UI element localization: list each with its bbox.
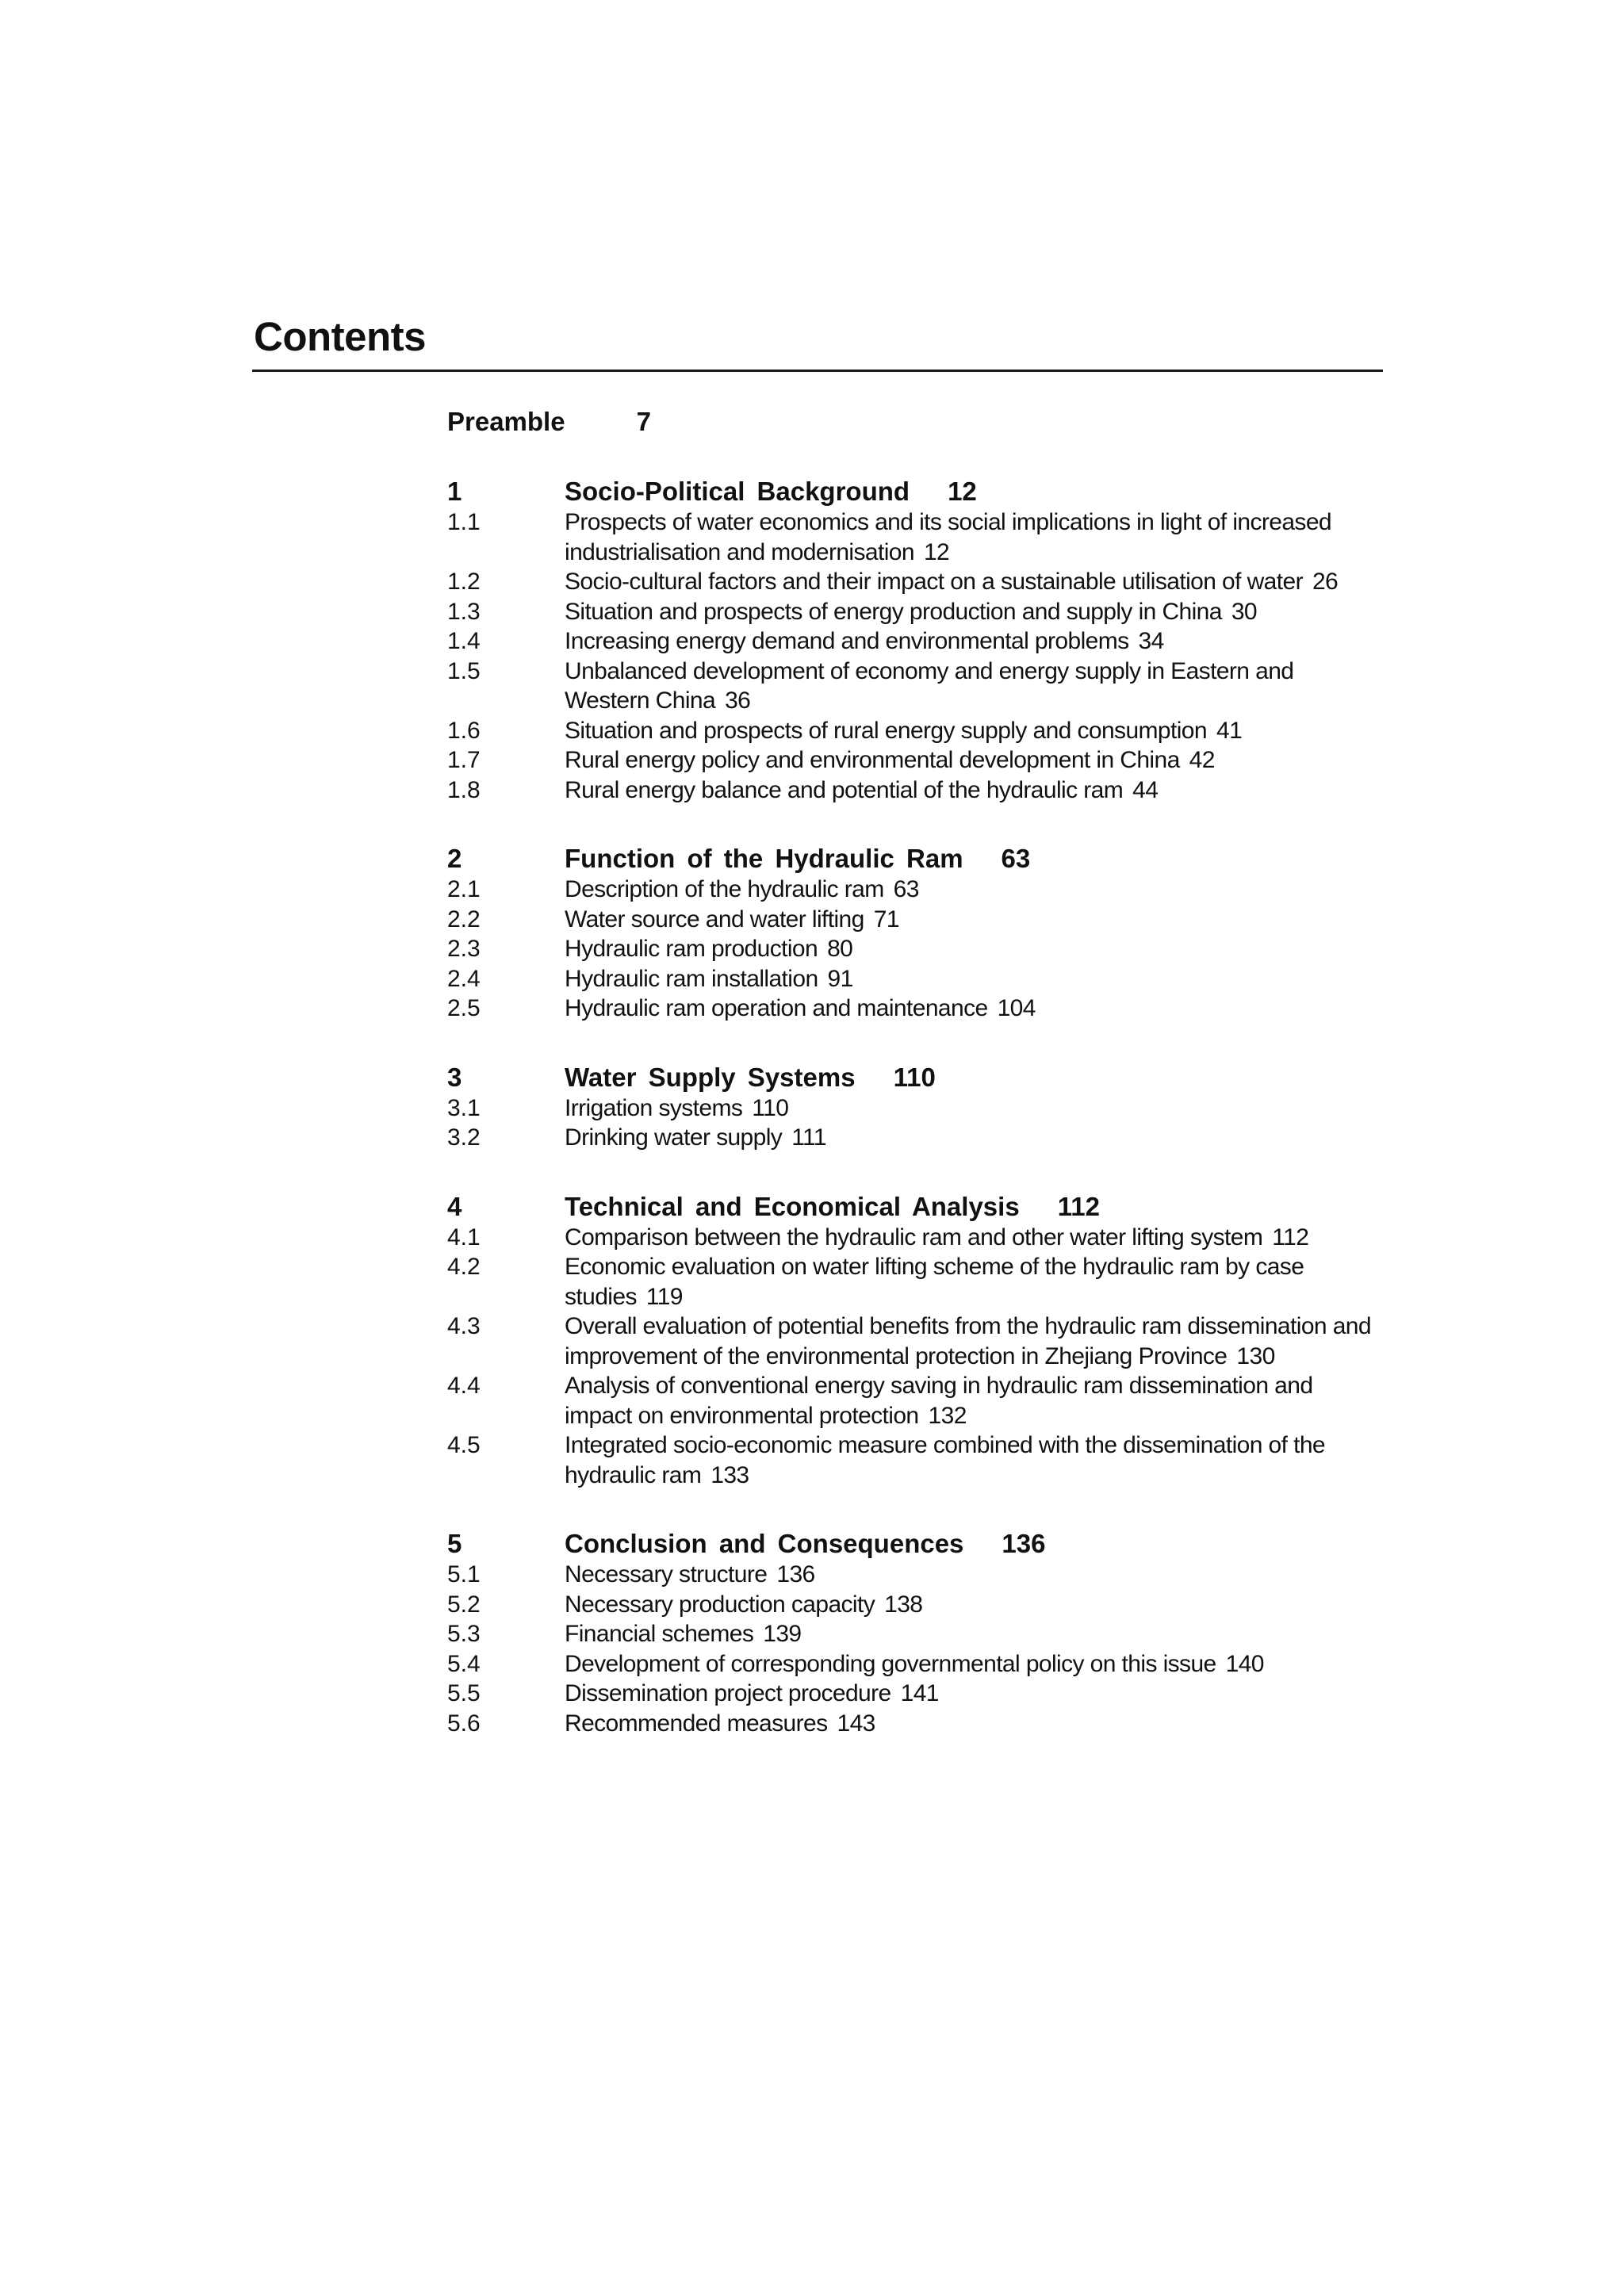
section-number: 1.3 [447, 598, 481, 625]
section-title: Description of the hydraulic ram [565, 876, 884, 902]
preamble-entry [447, 406, 1385, 438]
section-page: 138 [884, 1591, 923, 1618]
chapter-heading [447, 476, 1385, 507]
section-title: Situation and prospects of rural energy supply and consumption [565, 717, 1207, 744]
toc-entry [447, 1560, 1385, 1590]
section-number: 1.1 [447, 509, 481, 535]
section-text-block [565, 1312, 1385, 1371]
section-text-block [565, 1679, 1385, 1709]
toc-entry [447, 934, 1385, 964]
section-number: 1.2 [447, 569, 481, 595]
chapter-heading [447, 1528, 1385, 1560]
section-page: 42 [1189, 747, 1215, 773]
preamble-label: Preamble [447, 407, 565, 436]
chapter-title: Water Supply Systems [565, 1062, 856, 1092]
section-text-block [565, 567, 1385, 597]
section-number: 4.4 [447, 1373, 481, 1399]
section-title: Integrated socio-economic measure combined with the dissemination of the hydraulic ram [565, 1432, 1326, 1488]
page-title: Contents [254, 314, 426, 359]
chapter-page: 110 [893, 1062, 936, 1092]
section-page: 140 [1225, 1650, 1264, 1677]
section-number: 2.1 [447, 876, 481, 902]
chapter-3 [447, 1062, 1385, 1153]
chapter-title: Technical and Economical Analysis [565, 1191, 1020, 1221]
section-title: Unbalanced development of economy and energy supply in Eastern and Western China [565, 657, 1294, 714]
toc-entry [447, 776, 1385, 806]
toc-entry [447, 1649, 1385, 1679]
chapter-2 [447, 843, 1385, 1024]
section-text-block [565, 934, 1385, 964]
section-number: 1.5 [447, 657, 481, 684]
section-text-block [565, 626, 1385, 657]
section-title: Drinking water supply [565, 1124, 783, 1151]
section-number: 2.2 [447, 906, 481, 933]
section-text-block [565, 1590, 1385, 1620]
section-text-block [565, 597, 1385, 627]
section-title: Necessary structure [565, 1561, 768, 1587]
section-number: 1.6 [447, 717, 481, 744]
section-number: 5.2 [447, 1591, 481, 1618]
section-page: 26 [1312, 569, 1339, 595]
toc-entry [447, 994, 1385, 1024]
section-number: 1.8 [447, 776, 481, 803]
section-title: Water source and water lifting [565, 906, 864, 933]
section-page: 30 [1231, 598, 1258, 625]
chapter-number: 1 [447, 477, 462, 506]
chapter-title: Socio-Political Background [565, 477, 910, 506]
section-title: Rural energy policy and environmental development in China [565, 747, 1180, 773]
section-number: 3.1 [447, 1094, 481, 1121]
section-title: Analysis of conventional energy saving in hydraulic ram dissemination and impact on environmental protection [565, 1373, 1313, 1429]
section-title: Increasing energy demand and environmental problems [565, 628, 1129, 654]
section-page: 130 [1236, 1342, 1275, 1369]
toc-entry [447, 964, 1385, 994]
section-page: 41 [1216, 717, 1243, 744]
toc-entry [447, 716, 1385, 746]
toc-entry [447, 1590, 1385, 1620]
toc-entry [447, 626, 1385, 657]
section-page: 132 [928, 1402, 967, 1429]
section-title: Hydraulic ram operation and maintenance [565, 995, 988, 1021]
chapter-page: 12 [948, 477, 977, 506]
chapter-number: 3 [447, 1062, 462, 1092]
chapter-page: 112 [1057, 1191, 1100, 1221]
chapter-4 [447, 1191, 1385, 1491]
section-number: 4.5 [447, 1432, 481, 1458]
section-text-block [565, 745, 1385, 776]
chapter-number: 5 [447, 1529, 462, 1558]
section-page: 110 [752, 1094, 789, 1121]
toc-entry [447, 1312, 1385, 1371]
section-title: Prospects of water economics and its social implications in light of increased industrialisation and modernisation [565, 509, 1332, 565]
section-text-block [565, 1560, 1385, 1590]
section-text-block [565, 1093, 1385, 1124]
section-title: Situation and prospects of energy production and supply in China [565, 598, 1222, 625]
section-page: 44 [1132, 776, 1159, 803]
section-page: 71 [873, 906, 899, 933]
toc-entry [447, 1093, 1385, 1124]
section-page: 111 [791, 1124, 826, 1151]
toc-entry [447, 567, 1385, 597]
section-text-block [565, 776, 1385, 806]
section-text-block [565, 1252, 1385, 1312]
title-divider [252, 370, 1383, 372]
section-text-block [565, 1430, 1385, 1490]
chapter-heading [447, 843, 1385, 875]
toc-entry [447, 1223, 1385, 1253]
section-number: 4.1 [447, 1224, 481, 1250]
section-text-block [565, 1619, 1385, 1649]
section-page: 141 [900, 1680, 939, 1706]
toc-entry [447, 597, 1385, 627]
toc-entry [447, 1371, 1385, 1430]
preamble-page: 7 [636, 407, 651, 436]
section-page: 104 [997, 995, 1036, 1021]
toc-entry [447, 1252, 1385, 1312]
section-title: Hydraulic ram production [565, 936, 818, 962]
toc-entry [447, 905, 1385, 935]
section-number: 3.2 [447, 1124, 481, 1151]
section-title: Development of corresponding governmental policy on this issue [565, 1650, 1216, 1677]
section-text-block [565, 657, 1385, 716]
section-text-block [565, 1649, 1385, 1679]
section-title: Overall evaluation of potential benefits from the hydraulic ram dissemination and improvement of the environmental protection in Zhejiang Province [565, 1313, 1371, 1369]
chapter-5 [447, 1528, 1385, 1738]
section-page: 136 [776, 1561, 815, 1587]
chapter-page: 63 [1001, 844, 1031, 873]
toc-entry [447, 745, 1385, 776]
chapter-number: 4 [447, 1191, 462, 1221]
toc-entry [447, 1679, 1385, 1709]
section-text-block [565, 964, 1385, 994]
section-text-block [565, 1123, 1385, 1153]
section-title: Dissemination project procedure [565, 1680, 891, 1706]
table-of-contents [447, 406, 1385, 1776]
section-number: 1.4 [447, 628, 481, 654]
section-number: 5.5 [447, 1680, 481, 1706]
section-number: 4.2 [447, 1254, 481, 1280]
section-text-block [565, 905, 1385, 935]
chapter-1 [447, 476, 1385, 805]
section-title: Socio-cultural factors and their impact on a sustainable utilisation of water [565, 569, 1303, 595]
section-text-block [565, 1709, 1385, 1739]
section-page: 36 [725, 687, 751, 714]
section-number: 1.7 [447, 747, 481, 773]
toc-entry [447, 1430, 1385, 1490]
section-text-block [565, 1223, 1385, 1253]
toc-entry [447, 1123, 1385, 1153]
section-page: 139 [763, 1621, 802, 1647]
section-title: Comparison between the hydraulic ram and other water lifting system [565, 1224, 1263, 1250]
section-number: 2.4 [447, 965, 481, 992]
section-title: Financial schemes [565, 1621, 754, 1647]
section-number: 2.3 [447, 936, 481, 962]
section-title: Economic evaluation on water lifting scheme of the hydraulic ram by case studies [565, 1254, 1304, 1310]
chapter-heading [447, 1191, 1385, 1223]
section-text-block [565, 507, 1385, 567]
toc-entry [447, 1709, 1385, 1739]
toc-entry [447, 657, 1385, 716]
section-page: 91 [827, 965, 853, 992]
section-title: Rural energy balance and potential of the hydraulic ram [565, 776, 1124, 803]
toc-entry [447, 1619, 1385, 1649]
chapter-page: 136 [1002, 1529, 1046, 1558]
section-title: Recommended measures [565, 1710, 828, 1737]
section-text-block [565, 716, 1385, 746]
section-number: 5.6 [447, 1710, 481, 1737]
section-number: 5.1 [447, 1561, 481, 1587]
toc-entry [447, 875, 1385, 905]
toc-entry [447, 507, 1385, 567]
section-page: 143 [837, 1710, 875, 1737]
section-text-block [565, 1371, 1385, 1430]
section-number: 2.5 [447, 995, 481, 1021]
chapter-title: Conclusion and Consequences [565, 1529, 964, 1558]
section-page: 119 [645, 1283, 683, 1310]
chapter-heading [447, 1062, 1385, 1093]
section-number: 5.4 [447, 1650, 481, 1677]
section-page: 12 [923, 538, 950, 565]
section-title: Necessary production capacity [565, 1591, 875, 1618]
section-page: 63 [893, 876, 919, 902]
section-number: 4.3 [447, 1313, 481, 1339]
section-number: 5.3 [447, 1621, 481, 1647]
chapter-title: Function of the Hydraulic Ram [565, 844, 963, 873]
section-title: Irrigation systems [565, 1094, 743, 1121]
section-title: Hydraulic ram installation [565, 965, 818, 992]
chapter-list [447, 476, 1385, 1738]
section-text-block [565, 875, 1385, 905]
section-page: 133 [710, 1461, 749, 1488]
section-page: 80 [827, 936, 853, 962]
section-text-block [565, 994, 1385, 1024]
section-page: 34 [1138, 628, 1164, 654]
chapter-number: 2 [447, 844, 462, 873]
section-page: 112 [1272, 1224, 1309, 1250]
